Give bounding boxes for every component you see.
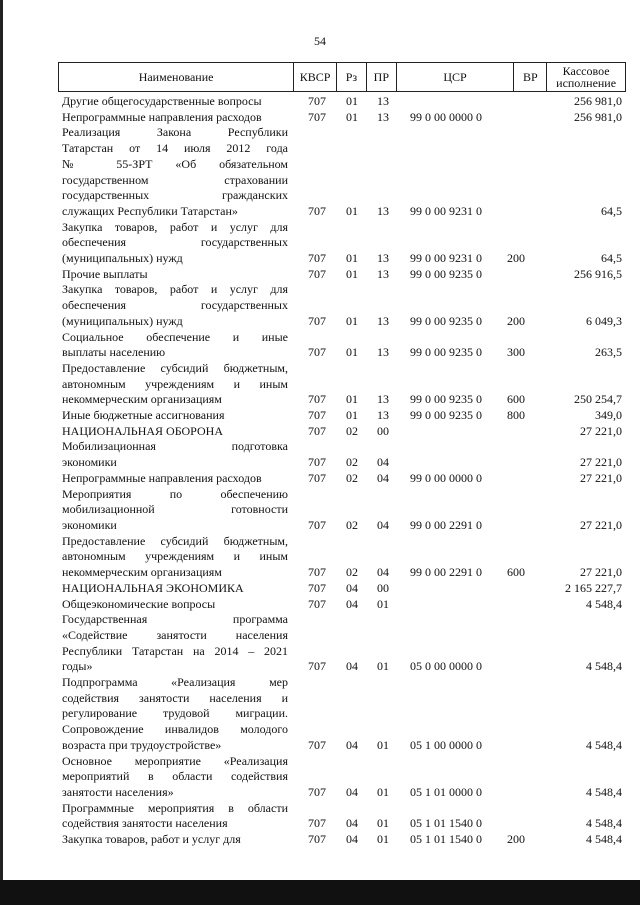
cell-sum: 4 548,4 — [586, 596, 622, 611]
row-name-line: № 55-ЗРТ «Об обязательном — [62, 156, 288, 171]
cell-csr: 05 1 01 1540 0 — [410, 832, 482, 847]
row-name-line: Предоставление субсидий бюджетным, — [62, 533, 288, 548]
row-name — [62, 439, 288, 470]
row-name — [62, 408, 288, 424]
row-name — [62, 220, 288, 267]
row-name — [62, 754, 288, 801]
row-name-line: Предоставление субсидий бюджетным, — [62, 360, 288, 375]
cell-kvsr: 707 — [308, 313, 326, 328]
table-row — [0, 487, 640, 534]
cell-csr: 99 0 00 9231 0 — [410, 251, 482, 266]
row-name-line: автономным учреждениям и иным — [62, 376, 288, 391]
row-name — [62, 330, 288, 361]
cell-kvsr: 707 — [308, 109, 326, 124]
row-name-line: содействия занятости населения — [62, 816, 228, 831]
table-row — [0, 267, 640, 283]
row-name-line: Государственная программа — [62, 612, 288, 627]
cell-csr: 05 1 01 0000 0 — [410, 784, 482, 799]
row-name — [62, 361, 288, 408]
row-name-line: служащих Республики Татарстан» — [62, 203, 238, 218]
cell-vr: 300 — [507, 345, 525, 360]
row-name-line: НАЦИОНАЛЬНАЯ ЭКОНОМИКА — [62, 580, 244, 595]
row-name-line: обеспечения государственных — [62, 298, 288, 313]
cell-rz: 04 — [346, 737, 358, 752]
cell-sum: 64,5 — [601, 203, 622, 218]
row-name — [62, 267, 288, 283]
cell-pr: 04 — [377, 470, 389, 485]
cell-pr: 01 — [377, 784, 389, 799]
cell-sum: 27 221,0 — [580, 470, 622, 485]
row-name — [62, 110, 288, 126]
row-name-line: некоммерческим организациям — [62, 565, 222, 580]
cell-pr: 13 — [377, 313, 389, 328]
header-kvsr: КВСР — [294, 63, 337, 91]
cell-pr: 04 — [377, 517, 389, 532]
row-name-line: некоммерческим организациям — [62, 392, 222, 407]
cell-sum: 4 548,4 — [586, 784, 622, 799]
row-name — [62, 424, 288, 440]
row-name-line: мобилизационной готовности — [62, 502, 288, 517]
row-name — [62, 282, 288, 329]
row-name — [62, 832, 288, 848]
cell-rz: 04 — [346, 580, 358, 595]
cell-pr: 13 — [377, 266, 389, 281]
cell-kvsr: 707 — [308, 470, 326, 485]
row-name-line: Непрограммные направления расходов — [62, 470, 262, 485]
cell-rz: 04 — [346, 596, 358, 611]
table-row — [0, 439, 640, 470]
row-name-line: занятости населения» — [62, 784, 174, 799]
table-row — [0, 424, 640, 440]
row-name-line: Закупка товаров, работ и услуг для — [62, 282, 288, 297]
cell-kvsr: 707 — [308, 455, 326, 470]
cell-rz: 02 — [346, 423, 358, 438]
cell-sum: 27 221,0 — [580, 565, 622, 580]
cell-kvsr: 707 — [308, 517, 326, 532]
header-rz: Рз — [337, 63, 367, 91]
cell-pr: 04 — [377, 455, 389, 470]
row-name-line: содействия занятости населения и — [62, 690, 288, 705]
table-row — [0, 832, 640, 848]
cell-pr: 13 — [377, 203, 389, 218]
cell-vr: 200 — [507, 832, 525, 847]
row-name-line: Социальное обеспечение и иные — [62, 329, 288, 344]
cell-pr: 01 — [377, 659, 389, 674]
cell-vr: 800 — [507, 408, 525, 423]
cell-csr: 99 0 00 9235 0 — [410, 345, 482, 360]
row-name-line: Закупка товаров, работ и услуг для — [62, 219, 288, 234]
row-name-line: Мобилизационная подготовка — [62, 439, 288, 454]
cell-sum: 27 221,0 — [580, 423, 622, 438]
cell-vr: 200 — [507, 251, 525, 266]
row-name-line: обеспечения государственных — [62, 235, 288, 250]
header-name: Наименование — [59, 63, 294, 91]
cell-pr: 01 — [377, 816, 389, 831]
table-body — [0, 94, 640, 848]
row-name — [62, 534, 288, 581]
cell-rz: 01 — [346, 266, 358, 281]
cell-sum: 6 049,3 — [586, 313, 622, 328]
table-row — [0, 361, 640, 408]
cell-kvsr: 707 — [308, 408, 326, 423]
row-name-line: Республики Татарстан на 2014 – 2021 — [62, 643, 288, 658]
cell-kvsr: 707 — [308, 392, 326, 407]
cell-kvsr: 707 — [308, 816, 326, 831]
row-name — [62, 125, 288, 219]
table-row — [0, 125, 640, 219]
cell-rz: 04 — [346, 659, 358, 674]
cell-rz: 02 — [346, 517, 358, 532]
row-name-line: Основное мероприятие «Реализация — [62, 753, 288, 768]
cell-pr: 13 — [377, 408, 389, 423]
cell-kvsr: 707 — [308, 659, 326, 674]
cell-rz: 01 — [346, 345, 358, 360]
cell-sum: 64,5 — [601, 251, 622, 266]
row-name-line: «Содействие занятости населения — [62, 627, 288, 642]
cell-csr: 05 0 00 0000 0 — [410, 659, 482, 674]
header-pr: ПР — [367, 63, 397, 91]
row-name-line: Программные мероприятия в области — [62, 800, 288, 815]
cell-sum: 349,0 — [595, 408, 622, 423]
row-name-line: Мероприятия по обеспечению — [62, 486, 288, 501]
table-row — [0, 754, 640, 801]
table-row — [0, 675, 640, 754]
cell-rz: 01 — [346, 94, 358, 108]
cell-pr: 13 — [377, 345, 389, 360]
cell-csr: 99 0 00 0000 0 — [410, 109, 482, 124]
row-name-line: экономики — [62, 455, 117, 470]
row-name-line: государственном страховании — [62, 172, 288, 187]
cell-rz: 01 — [346, 203, 358, 218]
row-name-line: Непрограммные направления расходов — [62, 109, 262, 124]
cell-pr: 13 — [377, 251, 389, 266]
scan-bottom-edge — [0, 880, 640, 905]
cell-kvsr: 707 — [308, 423, 326, 438]
cell-sum: 256 981,0 — [574, 94, 622, 108]
cell-kvsr: 707 — [308, 203, 326, 218]
cell-kvsr: 707 — [308, 784, 326, 799]
row-name — [62, 471, 288, 487]
table-row — [0, 801, 640, 832]
row-name — [62, 801, 288, 832]
table-row — [0, 408, 640, 424]
cell-kvsr: 707 — [308, 737, 326, 752]
row-name-line: Реализация Закона Республики — [62, 125, 288, 140]
cell-rz: 01 — [346, 251, 358, 266]
cell-sum: 250 254,7 — [574, 392, 622, 407]
cell-kvsr: 707 — [308, 832, 326, 847]
row-name — [62, 487, 288, 534]
row-name-line: Закупка товаров, работ и услуг для — [62, 832, 241, 847]
cell-rz: 04 — [346, 784, 358, 799]
row-name — [62, 612, 288, 675]
row-name-line: выплаты населению — [62, 345, 166, 360]
cell-pr: 00 — [377, 580, 389, 595]
cell-csr: 99 0 00 9235 0 — [410, 266, 482, 281]
cell-rz: 01 — [346, 313, 358, 328]
cell-csr: 99 0 00 2291 0 — [410, 565, 482, 580]
row-name-line: Татарстан от 14 июля 2012 года — [62, 141, 288, 156]
row-name — [62, 675, 288, 754]
cell-rz: 01 — [346, 392, 358, 407]
table-row — [0, 612, 640, 675]
row-name-line: регулирование трудовой миграции. — [62, 706, 288, 721]
cell-pr: 13 — [377, 94, 389, 108]
row-name-line: Общеэкономические вопросы — [62, 596, 216, 611]
cell-vr: 600 — [507, 565, 525, 580]
row-name — [62, 581, 288, 597]
cell-pr: 01 — [377, 596, 389, 611]
cell-csr: 99 0 00 2291 0 — [410, 517, 482, 532]
cell-pr: 00 — [377, 423, 389, 438]
row-name-line: (муниципальных) нужд — [62, 313, 183, 328]
table-row — [0, 597, 640, 613]
cell-pr: 01 — [377, 737, 389, 752]
cell-rz: 02 — [346, 455, 358, 470]
table-row — [0, 220, 640, 267]
cell-kvsr: 707 — [308, 580, 326, 595]
row-name — [62, 94, 288, 110]
header-sum: Кассовое исполнение — [556, 64, 617, 90]
row-name-line: (муниципальных) нужд — [62, 251, 183, 266]
row-name-line: Подпрограмма «Реализация мер — [62, 675, 288, 690]
row-name-line: Сопровождение инвалидов молодого — [62, 722, 288, 737]
cell-vr: 600 — [507, 392, 525, 407]
cell-csr: 99 0 00 0000 0 — [410, 470, 482, 485]
cell-csr: 99 0 00 9235 0 — [410, 313, 482, 328]
table-row — [0, 471, 640, 487]
cell-sum: 2 165 227,7 — [565, 580, 622, 595]
cell-kvsr: 707 — [308, 345, 326, 360]
table-row — [0, 581, 640, 597]
cell-sum: 4 548,4 — [586, 659, 622, 674]
header-csr: ЦСР — [397, 63, 515, 91]
cell-rz: 04 — [346, 816, 358, 831]
cell-csr: 05 1 00 0000 0 — [410, 737, 482, 752]
table-row — [0, 110, 640, 126]
cell-csr: 99 0 00 9231 0 — [410, 203, 482, 218]
cell-sum: 256 916,5 — [574, 266, 622, 281]
cell-rz: 01 — [346, 109, 358, 124]
row-name-line: НАЦИОНАЛЬНАЯ ОБОРОНА — [62, 423, 223, 438]
row-name-line: годы» — [62, 659, 93, 674]
cell-sum: 263,5 — [595, 345, 622, 360]
cell-rz: 04 — [346, 832, 358, 847]
cell-csr: 99 0 00 9235 0 — [410, 408, 482, 423]
row-name-line: автономным учреждениям и иным — [62, 549, 288, 564]
table-header — [58, 62, 626, 92]
cell-kvsr: 707 — [308, 596, 326, 611]
cell-pr: 13 — [377, 109, 389, 124]
table-row — [0, 94, 640, 110]
cell-vr: 200 — [507, 313, 525, 328]
cell-sum: 4 548,4 — [586, 737, 622, 752]
cell-kvsr: 707 — [308, 94, 326, 108]
table-row — [0, 282, 640, 329]
row-name-line: Прочие выплаты — [62, 266, 148, 281]
cell-pr: 01 — [377, 832, 389, 847]
cell-kvsr: 707 — [308, 565, 326, 580]
cell-csr: 05 1 01 1540 0 — [410, 816, 482, 831]
row-name-line: мероприятий в области содействия — [62, 769, 288, 784]
cell-kvsr: 707 — [308, 251, 326, 266]
row-name-line: государственных гражданских — [62, 188, 288, 203]
cell-pr: 13 — [377, 392, 389, 407]
cell-sum: 27 221,0 — [580, 517, 622, 532]
cell-rz: 02 — [346, 470, 358, 485]
page-number: 54 — [314, 34, 326, 48]
cell-pr: 04 — [377, 565, 389, 580]
header-vr: ВР — [514, 63, 547, 91]
cell-sum: 4 548,4 — [586, 816, 622, 831]
row-name — [62, 597, 288, 613]
cell-rz: 02 — [346, 565, 358, 580]
cell-kvsr: 707 — [308, 266, 326, 281]
cell-rz: 01 — [346, 408, 358, 423]
cell-sum: 256 981,0 — [574, 109, 622, 124]
cell-sum: 27 221,0 — [580, 455, 622, 470]
row-name-line: Другие общегосударственные вопросы — [62, 94, 262, 108]
row-name-line: возраста при трудоустройстве» — [62, 737, 222, 752]
table-row — [0, 534, 640, 581]
cell-csr: 99 0 00 9235 0 — [410, 392, 482, 407]
row-name-line: экономики — [62, 517, 117, 532]
row-name-line: Иные бюджетные ассигнования — [62, 408, 225, 423]
cell-sum: 4 548,4 — [586, 832, 622, 847]
table-row — [0, 330, 640, 361]
